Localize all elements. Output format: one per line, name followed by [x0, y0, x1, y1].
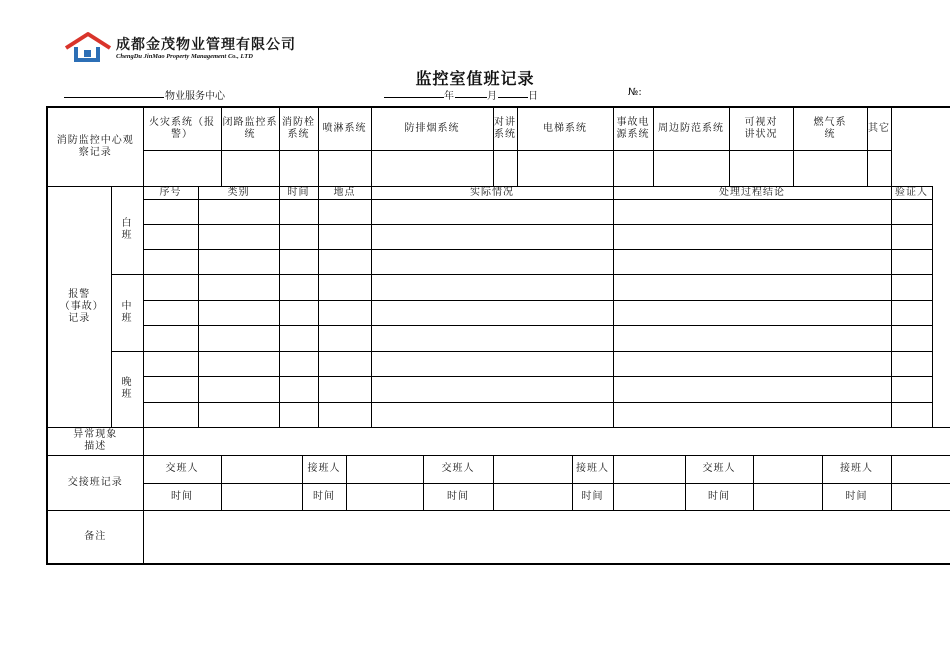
alarm-row — [47, 300, 950, 325]
col-handling: 处理过程结论 — [613, 186, 891, 199]
alarm-row — [47, 351, 950, 376]
alarm-cell[interactable] — [279, 274, 318, 300]
alarm-cell[interactable] — [198, 199, 279, 224]
service-center-label: 物业服务中心 — [165, 91, 225, 102]
receiver-person-label: 接班人 — [302, 455, 346, 483]
system-sprinkler: 喷淋系统 — [318, 107, 371, 150]
alarm-cell[interactable] — [613, 351, 891, 376]
system-video-intercom: 可视对讲状况 — [729, 107, 793, 150]
handover-time-cell[interactable] — [493, 483, 572, 510]
alarm-row — [47, 402, 950, 427]
receiver-person-label: 接班人 — [822, 455, 891, 483]
alarm-cell[interactable] — [318, 249, 371, 274]
alarm-cell[interactable] — [279, 249, 318, 274]
alarm-row — [47, 249, 950, 274]
col-situation: 实际情况 — [371, 186, 613, 199]
receiver-person-label: 接班人 — [572, 455, 613, 483]
handover-person-label: 交班人 — [423, 455, 493, 483]
alarm-cell[interactable] — [198, 325, 279, 351]
alarm-cell[interactable] — [198, 274, 279, 300]
system-other: 其它 — [867, 107, 891, 150]
alarm-row — [47, 325, 950, 351]
alarm-cell[interactable] — [891, 402, 932, 427]
shift-mid-label: 中班 — [111, 274, 143, 351]
alarm-row — [47, 376, 950, 402]
alarm-cell[interactable] — [318, 351, 371, 376]
monitor-cell[interactable] — [653, 150, 729, 186]
alarm-row — [47, 224, 950, 249]
abnormal-description-cell[interactable] — [143, 427, 950, 455]
alarm-row — [47, 199, 950, 224]
abnormal-label: 异常现象描述 — [47, 427, 143, 455]
alarm-cell[interactable] — [143, 224, 198, 249]
remarks-label: 备注 — [47, 510, 143, 564]
month-label: 月 — [487, 91, 497, 102]
alarm-cell[interactable] — [198, 224, 279, 249]
alarm-cell[interactable] — [613, 402, 891, 427]
day-blank — [498, 97, 528, 98]
receiver-person-cell[interactable] — [613, 455, 685, 483]
handover-person-cell[interactable] — [493, 455, 572, 483]
alarm-cell[interactable] — [891, 351, 932, 376]
alarm-cell[interactable] — [371, 199, 613, 224]
service-center-blank — [64, 97, 164, 98]
remarks-row — [47, 510, 950, 564]
alarm-cell[interactable] — [279, 300, 318, 325]
alarm-cell[interactable] — [891, 376, 932, 402]
page-title: 监控室值班记录 — [415, 69, 535, 88]
receiver-person-cell[interactable] — [891, 455, 950, 483]
year-label: 年 — [444, 91, 454, 102]
year-blank — [384, 97, 444, 98]
alarm-cell[interactable] — [198, 402, 279, 427]
handover-time-label: 时间 — [302, 483, 346, 510]
alarm-cell[interactable] — [318, 224, 371, 249]
alarm-cell[interactable] — [318, 402, 371, 427]
alarm-cell[interactable] — [371, 249, 613, 274]
handover-time-cell[interactable] — [891, 483, 950, 510]
col-time: 时间 — [279, 186, 318, 199]
alarm-cell[interactable] — [143, 376, 198, 402]
handover-time-label: 时间 — [685, 483, 753, 510]
company-name-cn: 成都金茂物业管理有限公司 — [116, 37, 296, 53]
alarm-cell[interactable] — [371, 224, 613, 249]
company-logo-icon — [64, 31, 112, 63]
handover-time-label: 时间 — [572, 483, 613, 510]
alarm-section-label: 报警（事故）记录 — [47, 186, 111, 427]
shift-night-label: 晚班 — [111, 351, 143, 427]
alarm-cell[interactable] — [371, 376, 613, 402]
alarm-cell[interactable] — [279, 325, 318, 351]
monitor-cell[interactable] — [729, 150, 793, 186]
alarm-cell[interactable] — [318, 300, 371, 325]
handover-time-cell[interactable] — [613, 483, 685, 510]
alarm-cell[interactable] — [371, 300, 613, 325]
alarm-cell[interactable] — [198, 249, 279, 274]
system-perimeter: 周边防范系统 — [653, 107, 729, 150]
company-name-en: ChengDu JinMao Property Management Co., LTD — [116, 53, 253, 60]
alarm-cell[interactable] — [279, 199, 318, 224]
alarm-cell[interactable] — [613, 300, 891, 325]
monitor-cell[interactable] — [793, 150, 867, 186]
receiver-person-cell[interactable] — [346, 455, 423, 483]
remarks-cell[interactable] — [143, 510, 950, 564]
col-location: 地点 — [318, 186, 371, 199]
alarm-cell[interactable] — [143, 274, 198, 300]
alarm-cell[interactable] — [198, 376, 279, 402]
monitor-cell[interactable] — [371, 150, 493, 186]
handover-person-cell[interactable] — [221, 455, 302, 483]
alarm-cell[interactable] — [891, 249, 932, 274]
alarm-cell[interactable] — [891, 325, 932, 351]
handover-person-label: 交班人 — [143, 455, 221, 483]
system-cctv: 闭路监控系统 — [221, 107, 279, 150]
month-blank — [455, 97, 487, 98]
system-elevator: 电梯系统 — [517, 107, 613, 150]
alarm-cell[interactable] — [318, 274, 371, 300]
alarm-cell[interactable] — [318, 199, 371, 224]
handover-person-cell[interactable] — [753, 455, 822, 483]
monitor-cell[interactable] — [279, 150, 318, 186]
monitor-cell[interactable] — [143, 150, 221, 186]
day-label: 日 — [528, 91, 538, 102]
system-fire: 火灾系统（报警） — [143, 107, 221, 150]
alarm-cell[interactable] — [198, 351, 279, 376]
col-verifier: 验证人 — [891, 186, 932, 199]
alarm-cell[interactable] — [143, 402, 198, 427]
alarm-row — [47, 274, 950, 300]
alarm-cell[interactable] — [143, 300, 198, 325]
alarm-cell[interactable] — [279, 376, 318, 402]
alarm-cell[interactable] — [371, 351, 613, 376]
alarm-cell[interactable] — [143, 199, 198, 224]
alarm-cell[interactable] — [613, 199, 891, 224]
alarm-cell[interactable] — [891, 199, 932, 224]
alarm-cell[interactable] — [279, 351, 318, 376]
handover-time-cell[interactable] — [753, 483, 822, 510]
alarm-cell[interactable] — [891, 274, 932, 300]
col-category: 类别 — [198, 186, 279, 199]
alarm-cell[interactable] — [198, 300, 279, 325]
alarm-cell[interactable] — [371, 402, 613, 427]
alarm-cell[interactable] — [143, 351, 198, 376]
alarm-cell[interactable] — [613, 249, 891, 274]
shift-day-label: 白班 — [111, 186, 143, 274]
handover-row-times — [47, 483, 950, 510]
alarm-cell[interactable] — [891, 300, 932, 325]
alarm-header-row — [47, 186, 950, 199]
system-emergency-power: 事故电源系统 — [613, 107, 653, 150]
alarm-cell[interactable] — [143, 325, 198, 351]
system-hydrant: 消防栓系统 — [279, 107, 318, 150]
handover-row-persons — [47, 455, 950, 483]
handover-time-label: 时间 — [423, 483, 493, 510]
abnormal-row — [47, 427, 950, 455]
system-intercom: 对讲系统 — [493, 107, 517, 150]
number-label: №: — [628, 87, 642, 98]
col-serial: 序号 — [143, 186, 198, 199]
alarm-cell[interactable] — [318, 376, 371, 402]
handover-time-label: 时间 — [822, 483, 891, 510]
alarm-cell[interactable] — [613, 376, 891, 402]
alarm-cell[interactable] — [279, 402, 318, 427]
handover-label: 交接班记录 — [47, 455, 143, 510]
alarm-cell[interactable] — [613, 224, 891, 249]
alarm-cell[interactable] — [613, 274, 891, 300]
alarm-cell[interactable] — [371, 325, 613, 351]
alarm-cell[interactable] — [318, 325, 371, 351]
monitor-cell[interactable] — [493, 150, 517, 186]
alarm-cell[interactable] — [279, 224, 318, 249]
alarm-cell[interactable] — [371, 274, 613, 300]
monitor-cell[interactable] — [613, 150, 653, 186]
handover-person-label: 交班人 — [685, 455, 753, 483]
monitor-header-row — [47, 107, 950, 150]
alarm-cell[interactable] — [613, 325, 891, 351]
handover-time-cell[interactable] — [221, 483, 302, 510]
monitor-cell[interactable] — [318, 150, 371, 186]
monitor-cell[interactable] — [867, 150, 891, 186]
system-smoke-exhaust: 防排烟系统 — [371, 107, 493, 150]
system-gas: 燃气系统 — [793, 107, 867, 150]
alarm-cell[interactable] — [891, 224, 932, 249]
monitor-value-row — [47, 150, 950, 186]
monitor-row-label: 消防监控中心观察记录 — [47, 107, 143, 186]
handover-time-label: 时间 — [143, 483, 221, 510]
monitor-cell[interactable] — [221, 150, 279, 186]
monitor-cell[interactable] — [517, 150, 613, 186]
alarm-cell[interactable] — [143, 249, 198, 274]
duty-record-table — [46, 106, 950, 565]
handover-time-cell[interactable] — [346, 483, 423, 510]
